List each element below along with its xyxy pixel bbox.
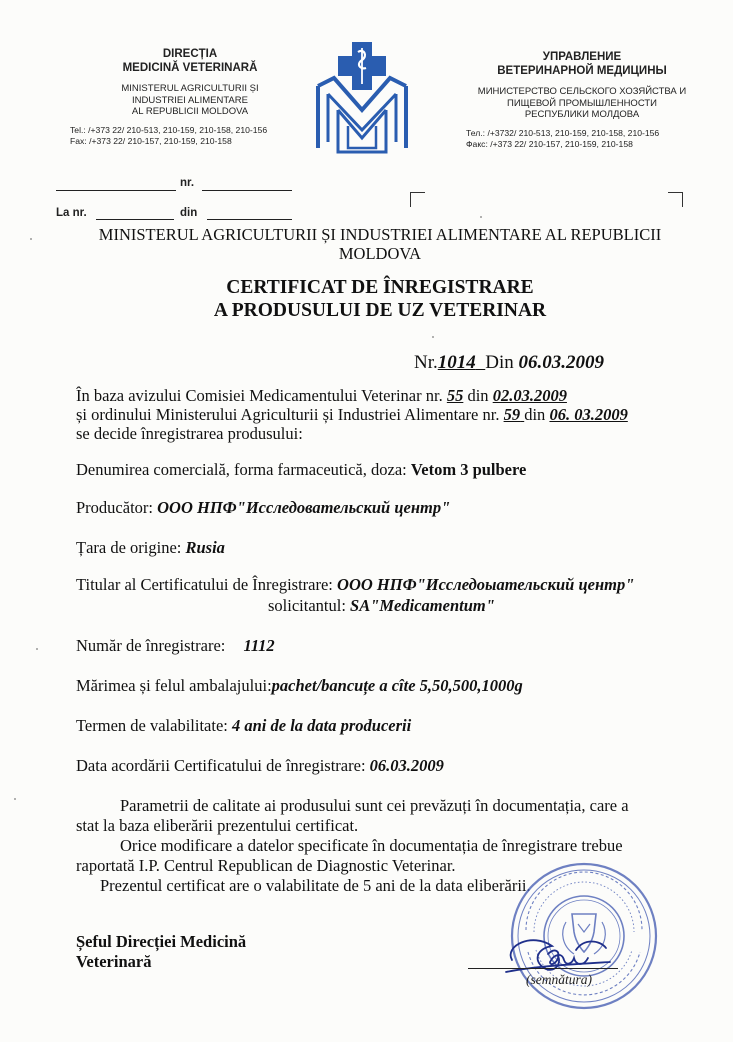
basis-line-2-text: și ordinului Ministerului Agriculturii și Industriei Alimentare nr. (76, 405, 500, 424)
certificate-title-line-2: A PRODUSULUI DE UZ VETERINAR (213, 300, 547, 321)
field-package (76, 676, 523, 696)
certificate-title-line-1: CERTIFICAT DE ÎNREGISTRARE (226, 277, 534, 298)
header-left (70, 47, 310, 148)
field-registration-number (76, 636, 275, 656)
field-producer-value: ООО НПФ"Исследовательский центр" (157, 498, 451, 517)
header-left-org-2: INDUSTRIEI ALIMENTARE (132, 94, 248, 106)
field-applicant-value: SA"Medicamentum" (350, 596, 495, 615)
field-regnum-label: Număr de înregistrare: (76, 636, 226, 655)
field-holder (76, 575, 634, 595)
note-1-line-2: stat la baza eliberării prezentului certificat. (76, 816, 359, 835)
header-right-org-1: МИНИСТЕРСТВО СЕЛЬСКОГО ХОЗЯЙСТВА И (477, 86, 687, 97)
nr-label: nr. (180, 177, 195, 189)
signature-line (468, 968, 618, 969)
field-applicant-label: solicitantul: (268, 596, 346, 615)
scan-speck (30, 238, 32, 240)
ministry-line-2: MOLDOVA (338, 244, 422, 263)
basis-line-2 (76, 405, 628, 425)
field-holder-label: Titular al Certificatului de Înregistrare: (76, 575, 333, 594)
basis-line-1-din: din (467, 386, 489, 405)
address-corner-right (668, 192, 683, 207)
field-country-label: Țara de origine: (76, 538, 182, 557)
veterinary-cross-emblem-icon (312, 38, 412, 156)
note-2-line-1: Orice modificare a datelor specificate în documentația de înregistrare trebue (120, 836, 623, 855)
header-right-title-2: ВЕТЕРИНАРНОЙ МЕДИЦИНЫ (497, 65, 667, 77)
incoming-number-line (96, 219, 174, 220)
header-right-fax: Факс: /+373 22/ 210-157, 210-159, 210-158 (466, 139, 633, 149)
header-left-tel: Tel.: /+373 22/ 210-513, 210-159, 210-158, 210-156 (70, 124, 268, 135)
header-right-tel: Тел.: /+3732/ 210-513, 210-159, 210-158, 210-156 (466, 127, 660, 138)
field-validity (76, 716, 411, 736)
note-1-line-1: Parametrii de calitate ai produsului sunt cei prevăzuți în documentația, care a (120, 796, 629, 815)
basis-line-1-text: În baza avizului Comisiei Medicamentului Veterinar nr. (76, 386, 443, 405)
certificate-din-label: Din (485, 352, 514, 373)
signatory-line-2: Veterinară (76, 952, 152, 971)
header-right (448, 50, 716, 151)
outgoing-date-line (202, 190, 292, 191)
field-granted-label: Data acordării Certificatului de înregistrare: (76, 756, 366, 775)
field-commercial-label: Denumirea comercială, forma farmaceutică, doza: (76, 460, 407, 479)
certificate-nr-prefix: Nr. (414, 352, 438, 373)
ministry-line-1: MINISTERUL AGRICULTURII ȘI INDUSTRIEI ALIMENTARE AL REPUBLICII (98, 225, 662, 244)
field-commercial-name (76, 460, 526, 480)
basis-line-1 (76, 386, 567, 406)
note-2-line-2: raportată I.P. Centrul Republican de Diagnostic Veterinar. (76, 856, 456, 875)
basis-line-2-din: din (524, 405, 546, 424)
field-validity-value: 4 ani de la data producerii (232, 716, 412, 735)
header-right-org-2: ПИЩЕВОЙ ПРОМЫШЛЕННОСТИ (506, 97, 657, 109)
field-country (76, 538, 225, 558)
field-producer (76, 498, 450, 518)
signatory-line-1: Șeful Direcției Medicină (76, 932, 247, 951)
field-commercial-value: Vetom 3 pulbere (410, 460, 527, 479)
field-granted-date (76, 756, 444, 776)
header-left-org-3: AL REPUBLICII MOLDOVA (131, 106, 249, 117)
header-left-fax: Fax: /+373 22/ 210-157, 210-159, 210-158 (70, 136, 232, 146)
signature-label: (semnătura) (526, 972, 592, 987)
din-label: din (180, 207, 198, 219)
basis-line-2-nr: 59 (503, 405, 521, 424)
header-left-title-2: MEDICINĂ VETERINARĂ (122, 62, 258, 74)
header-left-org-1: MINISTERUL AGRICULTURII ȘI (121, 83, 259, 94)
header-right-org-3: РЕСПУБЛИКИ МОЛДОВА (524, 109, 640, 120)
outgoing-number-line (56, 190, 176, 191)
basis-line-1-date: 02.03.2009 (492, 386, 567, 405)
basis-line-2-date: 06. 03.2009 (549, 405, 628, 424)
la-nr-label: La nr. (56, 207, 87, 219)
address-corner-left (410, 192, 425, 207)
note-3-line-1: Prezentul certificat are o valabilitate de 5 ani de la data eliberării. (100, 876, 531, 895)
field-package-value: pachet/bancuțe a cîte 5,50,500,1000g (271, 676, 523, 695)
incoming-date-line (207, 219, 292, 220)
field-regnum-value: 1112 (243, 636, 275, 655)
scan-speck (432, 336, 434, 338)
certificate-nr-value: 1014 (437, 352, 476, 373)
certificate-date-value: 06.03.2009 (518, 352, 604, 373)
field-package-label: Mărimea și felul ambalajului: (76, 676, 272, 695)
scan-speck (480, 216, 482, 218)
field-producer-label: Producător: (76, 498, 153, 517)
field-applicant (268, 596, 495, 616)
field-holder-value: ООО НПФ"Исследоыательский центр" (337, 575, 635, 594)
header-left-title-1: DIRECȚIA (162, 48, 218, 60)
header-right-title-1: УПРАВЛЕНИЕ (542, 51, 622, 63)
field-granted-value: 06.03.2009 (369, 756, 444, 775)
basis-line-1-nr: 55 (446, 386, 464, 405)
scan-speck (36, 648, 38, 650)
scan-speck (14, 798, 16, 800)
basis-line-3: se decide înregistrarea produsului: (76, 424, 303, 443)
field-validity-label: Termen de valabilitate: (76, 716, 228, 735)
field-country-value: Rusia (185, 538, 225, 557)
certificate-number-row (414, 352, 604, 374)
